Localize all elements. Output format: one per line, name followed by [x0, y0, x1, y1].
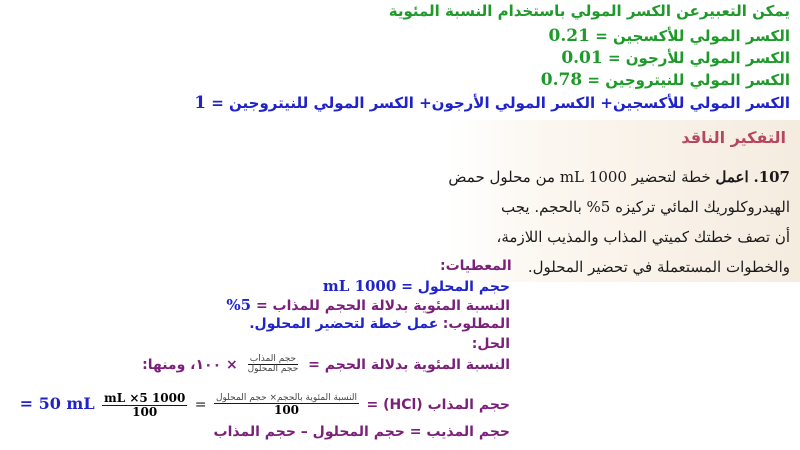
argon-value: 0.01	[561, 48, 603, 68]
question-line-3: أن تصف خطتك كميتي المذاب والمذيب اللازمة،	[496, 228, 790, 246]
given-percent-label: النسبة المئوية بدلالة الحجم للمذاب =	[255, 298, 510, 314]
oxygen-value: 0.21	[548, 26, 590, 46]
given-solution-volume-value: 1000 mL	[322, 277, 397, 295]
solute-fraction-values-denominator: 100	[132, 404, 158, 419]
equals-sign: =	[194, 397, 207, 414]
question-verb: اعمل	[715, 168, 749, 186]
required-text: عمل خطة لتحضير المحلول.	[249, 316, 439, 332]
solute-fraction-values-numerator: 1000 mL ×5	[104, 391, 186, 405]
required-line	[249, 316, 510, 332]
sum-value: 1	[194, 93, 207, 113]
question-line-2: الهيدروكلوريك المائي تركيزه 5% بالحجم. يجب	[500, 198, 790, 216]
solute-volume-result: 50 mL =	[19, 394, 95, 414]
argon-label: الكسر المولي للأرجون =	[607, 49, 790, 67]
question-number: 107.	[753, 168, 790, 186]
nitrogen-mole-fraction	[541, 70, 790, 90]
given-percent-volume	[226, 296, 510, 314]
percent-formula-tail: × ١٠٠، ومنها:	[142, 356, 238, 373]
mole-fraction-sum	[194, 93, 790, 113]
sum-label: الكسر المولي للأكسجين+ الكسر المولي الأرجون+ الكسر المولي للنيتروجين =	[211, 94, 790, 112]
argon-mole-fraction	[561, 48, 790, 68]
solution-heading: الحل:	[471, 336, 510, 352]
oxygen-label: الكسر المولي للأكسجين =	[595, 27, 790, 45]
percent-formula-numerator: حجم المذاب	[249, 354, 297, 364]
solute-fraction-general	[214, 394, 359, 417]
question-line-4: والخطوات المستعملة في تحضير المحلول.	[527, 258, 790, 276]
percent-formula-label: النسبة المئوية بدلالة الحجم =	[308, 356, 510, 373]
given-solution-volume	[323, 277, 510, 295]
nitrogen-label: الكسر المولي للنيتروجين =	[587, 71, 790, 89]
solute-fraction-general-numerator: النسبة المئوية بالحجم× حجم المحلول	[215, 392, 358, 403]
oxygen-mole-fraction	[549, 26, 790, 46]
solute-fraction-general-denominator: 100	[273, 403, 300, 418]
critical-thinking-header: التفكير الناقد	[681, 128, 786, 147]
question-line-1	[448, 168, 790, 186]
given-percent-value: 5%	[226, 296, 252, 314]
solute-volume-equation	[20, 392, 510, 418]
intro-line: يمكن التعبيرعن الكسر المولي باستخدام النسبة المئوية	[388, 2, 790, 20]
nitrogen-value: 0.78	[540, 70, 583, 90]
required-label: المطلوب:	[442, 316, 510, 332]
given-solution-volume-label: حجم المحلول =	[401, 279, 510, 295]
percent-formula-denominator: حجم المحلول	[247, 364, 299, 375]
percent-formula-fraction	[246, 355, 301, 375]
question-text-1: خطة لتحضير 1000 mL من محلول حمض	[448, 168, 711, 186]
solvent-volume-equation: حجم المذيب = حجم المحلول – حجم المذاب	[213, 424, 510, 440]
percent-formula	[142, 355, 510, 375]
solute-fraction-values	[102, 392, 187, 418]
solute-volume-label: حجم المذاب (HCl) =	[366, 397, 510, 414]
given-heading: المعطيات:	[440, 258, 512, 274]
